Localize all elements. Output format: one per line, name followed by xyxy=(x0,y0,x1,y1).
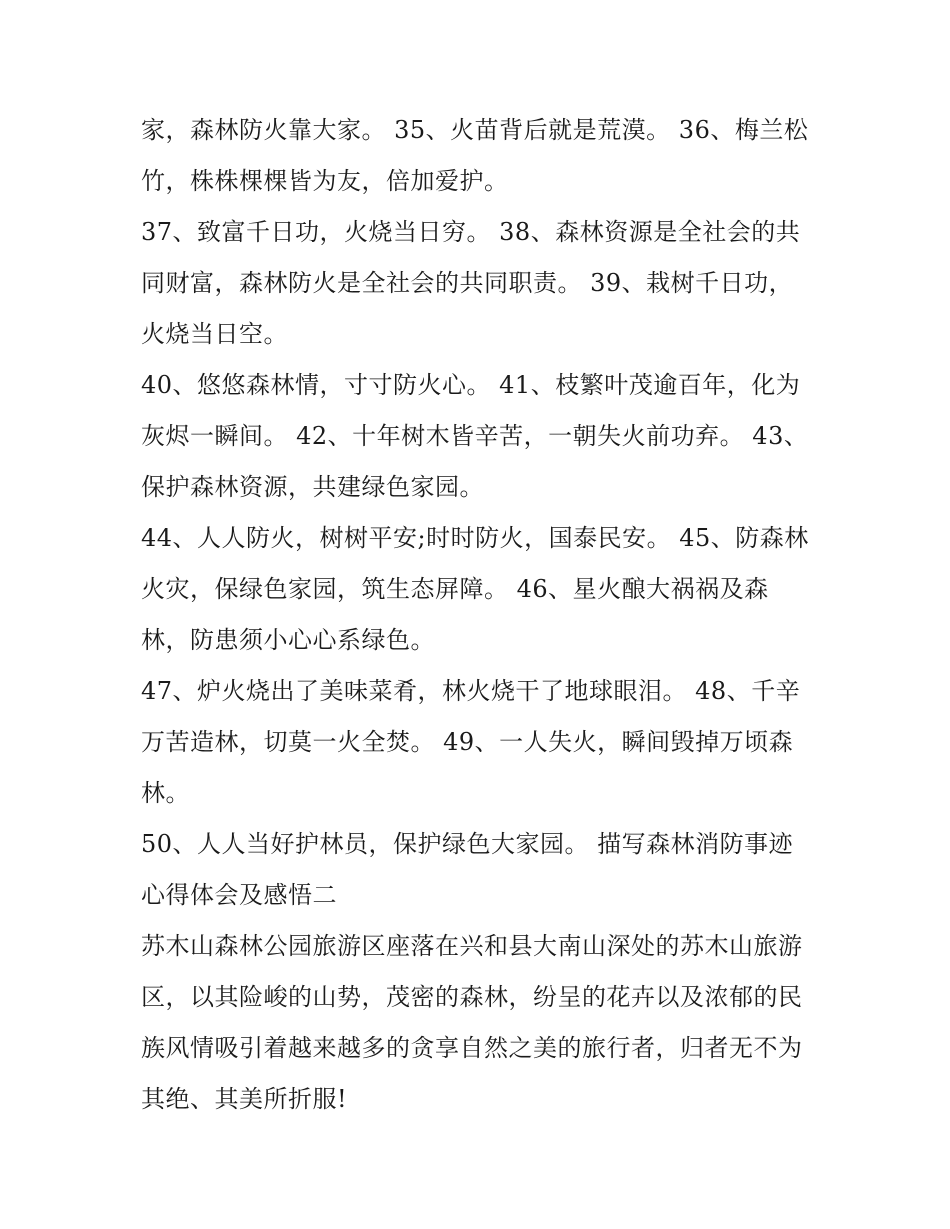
text-line: 心得体会及感悟二 xyxy=(141,881,337,909)
text-line: 竹，株株棵棵皆为友，倍加爱护。 xyxy=(141,167,509,195)
text-line: 40、悠悠森林情，寸寸防火心。 41、枝繁叶茂逾百年，化为 xyxy=(141,371,801,399)
text-line: 家，森林防火靠大家。 35、火苗背后就是荒漠。 36、梅兰松 xyxy=(141,116,809,144)
text-line: 林，防患须小心心系绿色。 xyxy=(141,626,435,654)
text-line: 44、人人防火，树树平安;时时防火，国泰民安。 45、防森林 xyxy=(141,524,809,552)
text-line: 族风情吸引着越来越多的贪享自然之美的旅行者，归者无不为 xyxy=(141,1034,803,1062)
document-body xyxy=(141,105,821,1125)
text-line: 保护森林资源，共建绿色家园。 xyxy=(141,473,484,501)
text-line: 37、致富千日功，火烧当日穷。 38、森林资源是全社会的共 xyxy=(141,218,801,246)
text-line: 灰烬一瞬间。 42、十年树木皆辛苦，一朝失火前功弃。 43、 xyxy=(141,422,809,450)
text-line: 50、人人当好护林员，保护绿色大家园。 描写森林消防事迹 xyxy=(141,830,794,858)
text-line: 苏木山森林公园旅游区座落在兴和县大南山深处的苏木山旅游 xyxy=(141,932,803,960)
text-line: 区，以其险峻的山势，茂密的森林，纷呈的花卉以及浓郁的民 xyxy=(141,983,803,1011)
text-line: 万苦造林，切莫一火全焚。 49、一人失火，瞬间毁掉万顷森 xyxy=(141,728,794,756)
text-line: 林。 xyxy=(141,779,190,807)
text-line: 47、炉火烧出了美味菜肴，林火烧干了地球眼泪。 48、千辛 xyxy=(141,677,801,705)
text-line: 火烧当日空。 xyxy=(141,320,288,348)
text-line: 火灾，保绿色家园，筑生态屏障。 46、星火酿大祸祸及森 xyxy=(141,575,769,603)
text-line: 其绝、其美所折服! xyxy=(141,1085,348,1113)
text-line: 同财富，森林防火是全社会的共同职责。 39、栽树千日功， xyxy=(141,269,794,297)
